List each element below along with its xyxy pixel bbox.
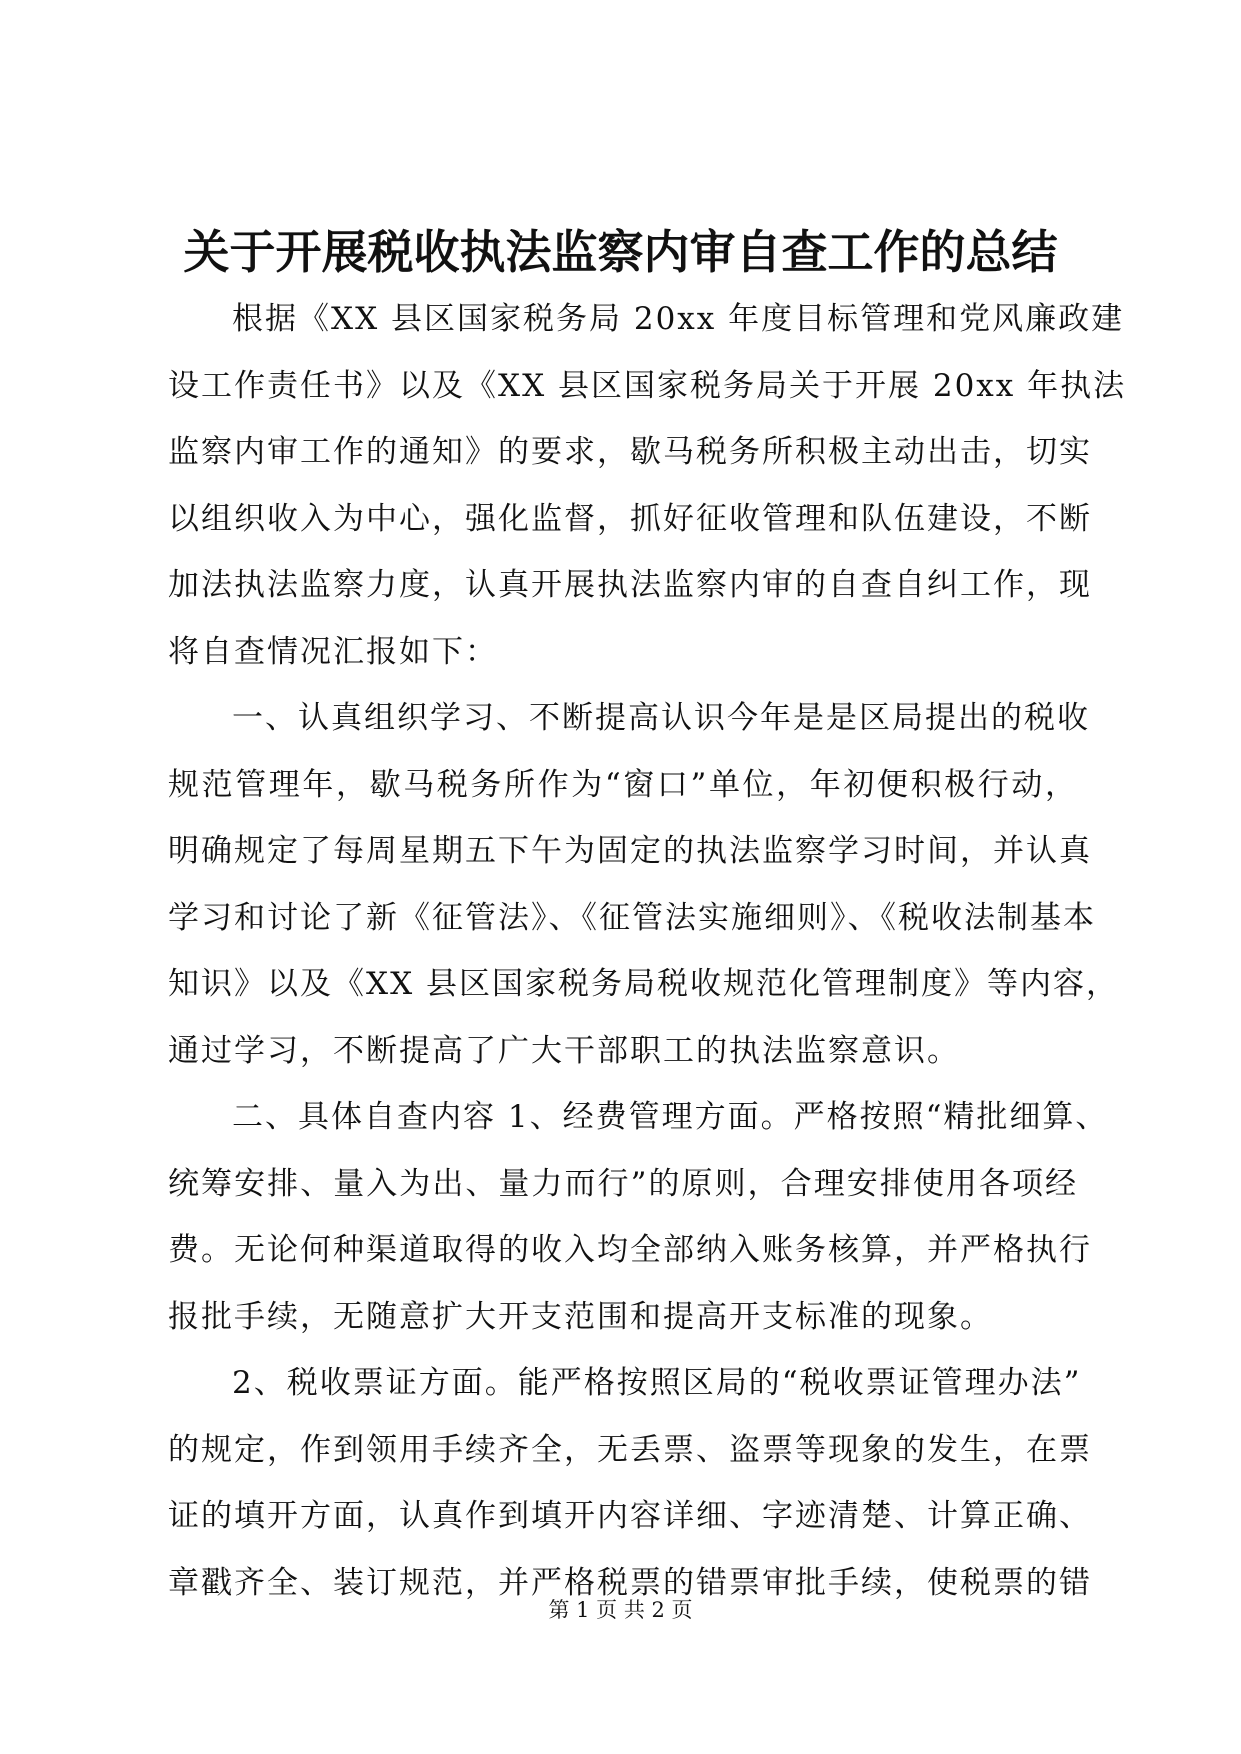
body-line: 章戳齐全、装订规范，并严格税票的错票审批手续，使税票的错 (168, 1564, 1092, 1601)
body-line: 2、税收票证方面。能严格按照区局的“税收票证管理办法” (232, 1365, 1082, 1401)
body-line: 以组织收入为中心，强化监督，抓好征收管理和队伍建设，不断 (168, 500, 1092, 537)
body-line: 证的填开方面，认真作到填开内容详细、字迹清楚、计算正确、 (168, 1498, 1092, 1534)
body-line: 统筹安排、量入为出、量力而行”的原则，合理安排使用各项经 (168, 1165, 1078, 1202)
body-line: 通过学习，不断提高了广大干部职工的执法监察意识。 (168, 1032, 960, 1069)
body-line: 规范管理年，歇马税务所作为“窗口”单位，年初便积极行动， (168, 766, 1078, 803)
body-line: 报批手续，无随意扩大开支范围和提高开支标准的现象。 (168, 1298, 993, 1335)
body-line: 根据《XX 县区国家税务局 20xx 年度目标管理和党风廉政建 (232, 301, 1125, 337)
body-line: 将自查情况汇报如下： (168, 633, 498, 670)
body-line: 知识》以及《XX 县区国家税务局税收规范化管理制度》等内容， (168, 966, 1119, 1002)
body-line: 一、认真组织学习、不断提高认识今年是是区局提出的税收 (232, 700, 1090, 736)
document-body (168, 286, 1127, 1616)
body-line: 监察内审工作的通知》的要求，歇马税务所积极主动出击，切实 (168, 434, 1092, 470)
body-line: 费。无论何种渠道取得的收入均全部纳入账务核算，并严格执行 (168, 1232, 1092, 1268)
body-line: 设工作责任书》以及《XX 县区国家税务局关于开展 20xx 年执法 (168, 367, 1127, 404)
body-line: 明确规定了每周星期五下午为固定的执法监察学习时间，并认真 (168, 833, 1092, 869)
document-title: 关于开展税收执法监察内审自查工作的总结 (183, 225, 1058, 279)
page-number: 第 1 页 共 2 页 (548, 1598, 693, 1622)
body-line: 的规定，作到领用手续齐全，无丢票、盗票等现象的发生，在票 (168, 1431, 1092, 1468)
body-line: 加法执法监察力度，认真开展执法监察内审的自查自纠工作，现 (168, 567, 1092, 603)
body-line: 二、具体自查内容 1、经费管理方面。严格按照“精批细算、 (232, 1099, 1109, 1135)
body-line: 学习和讨论了新《征管法》、《征管法实施细则》、《税收法制基本 (168, 899, 1096, 936)
